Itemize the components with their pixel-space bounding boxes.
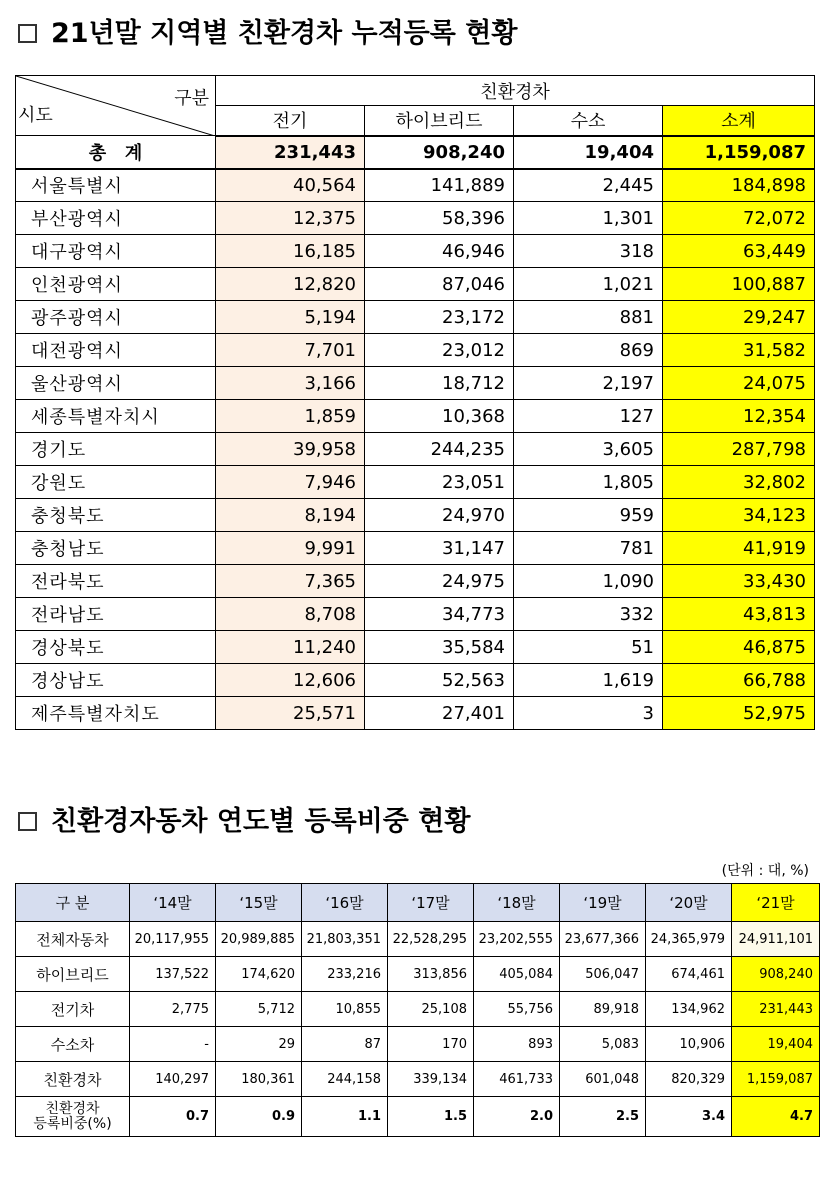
ratio-label: 친환경차 등록비중(%) <box>16 1097 130 1137</box>
year-value: 313,856 <box>388 957 474 992</box>
section2-title: 친환경자동차 연도별 등록비중 현황 <box>18 806 470 838</box>
year-value: 25,108 <box>388 992 474 1027</box>
header-sido: 시도 <box>18 105 53 126</box>
region-row <box>16 202 815 235</box>
year-header: ‘20말 <box>646 884 732 922</box>
hybrid-value: 58,396 <box>365 202 514 235</box>
year-value: 10,906 <box>646 1027 732 1062</box>
year-header: ‘16말 <box>302 884 388 922</box>
year-value: 5,712 <box>216 992 302 1027</box>
hybrid-value: 23,172 <box>365 301 514 334</box>
region-row <box>16 400 815 433</box>
hydrogen-value: 881 <box>514 301 663 334</box>
hybrid-value: 87,046 <box>365 268 514 301</box>
year-value: - <box>130 1027 216 1062</box>
region-name: 경상남도 <box>16 664 216 697</box>
electric-value: 12,820 <box>216 268 365 301</box>
electric-value: 16,185 <box>216 235 365 268</box>
header-hybrid: 하이브리드 <box>365 106 514 136</box>
region-row <box>16 334 815 367</box>
year-value: 137,522 <box>130 957 216 992</box>
total-subtotal: 1,159,087 <box>663 136 815 169</box>
year-header: ‘19말 <box>560 884 646 922</box>
year-value: 23,677,366 <box>560 922 646 957</box>
section1-title: 21년말 지역별 친환경차 누적등록 현황 <box>18 18 517 50</box>
regional-registration-table <box>15 75 815 730</box>
subtotal-value: 33,430 <box>663 565 815 598</box>
region-name: 제주특별자치도 <box>16 697 216 730</box>
region-name: 경상북도 <box>16 631 216 664</box>
year-value: 134,962 <box>646 992 732 1027</box>
ratio-value: 3.4 <box>646 1097 732 1137</box>
subtotal-value: 184,898 <box>663 169 815 202</box>
year-value: 87 <box>302 1027 388 1062</box>
year-value: 820,329 <box>646 1062 732 1097</box>
year-value: 601,048 <box>560 1062 646 1097</box>
electric-value: 9,991 <box>216 532 365 565</box>
ratio-value: 1.5 <box>388 1097 474 1137</box>
ratio-value: 2.0 <box>474 1097 560 1137</box>
subtotal-value: 100,887 <box>663 268 815 301</box>
row-label: 전체자동차 <box>16 922 130 957</box>
category-row <box>16 1027 820 1062</box>
year-value: 5,083 <box>560 1027 646 1062</box>
subtotal-value: 32,802 <box>663 466 815 499</box>
year-header: ‘15말 <box>216 884 302 922</box>
year-value: 140,297 <box>130 1062 216 1097</box>
year-value: 23,202,555 <box>474 922 560 957</box>
year-value: 2,775 <box>130 992 216 1027</box>
year-value: 893 <box>474 1027 560 1062</box>
total-label: 총 계 <box>16 136 216 169</box>
hydrogen-value: 3,605 <box>514 433 663 466</box>
ratio-value: 4.7 <box>732 1097 820 1137</box>
category-row <box>16 992 820 1027</box>
hydrogen-value: 1,805 <box>514 466 663 499</box>
electric-value: 39,958 <box>216 433 365 466</box>
year-value: 89,918 <box>560 992 646 1027</box>
subtotal-value: 72,072 <box>663 202 815 235</box>
hybrid-value: 24,975 <box>365 565 514 598</box>
hydrogen-value: 3 <box>514 697 663 730</box>
hydrogen-value: 1,090 <box>514 565 663 598</box>
year-value: 21,803,351 <box>302 922 388 957</box>
year-value: 244,158 <box>302 1062 388 1097</box>
hydrogen-value: 51 <box>514 631 663 664</box>
region-row <box>16 532 815 565</box>
electric-value: 7,946 <box>216 466 365 499</box>
ratio-value: 2.5 <box>560 1097 646 1137</box>
year-header-row <box>16 884 820 922</box>
region-row <box>16 664 815 697</box>
region-name: 전라남도 <box>16 598 216 631</box>
region-name: 인천광역시 <box>16 268 216 301</box>
hydrogen-value: 318 <box>514 235 663 268</box>
year-value: 20,989,885 <box>216 922 302 957</box>
year-value: 10,855 <box>302 992 388 1027</box>
year-value: 180,361 <box>216 1062 302 1097</box>
hydrogen-value: 2,197 <box>514 367 663 400</box>
row-label: 수소차 <box>16 1027 130 1062</box>
checkbox-square-icon <box>18 24 37 43</box>
total-electric: 231,443 <box>216 136 365 169</box>
electric-value: 11,240 <box>216 631 365 664</box>
total-hydrogen: 19,404 <box>514 136 663 169</box>
region-name: 전라북도 <box>16 565 216 598</box>
electric-value: 12,375 <box>216 202 365 235</box>
total-row <box>16 136 815 169</box>
year-value: 20,117,955 <box>130 922 216 957</box>
year-value: 170 <box>388 1027 474 1062</box>
year-value: 506,047 <box>560 957 646 992</box>
subtotal-value: 46,875 <box>663 631 815 664</box>
year-value: 461,733 <box>474 1062 560 1097</box>
region-name: 울산광역시 <box>16 367 216 400</box>
electric-value: 1,859 <box>216 400 365 433</box>
year-value: 174,620 <box>216 957 302 992</box>
year-header: ‘18말 <box>474 884 560 922</box>
hybrid-value: 23,051 <box>365 466 514 499</box>
row-label: 전기차 <box>16 992 130 1027</box>
hybrid-value: 24,970 <box>365 499 514 532</box>
hydrogen-value: 1,301 <box>514 202 663 235</box>
region-row <box>16 499 815 532</box>
hydrogen-value: 2,445 <box>514 169 663 202</box>
year-header: ‘21말 <box>732 884 820 922</box>
year-value: 55,756 <box>474 992 560 1027</box>
region-row <box>16 367 815 400</box>
year-value: 339,134 <box>388 1062 474 1097</box>
total-hybrid: 908,240 <box>365 136 514 169</box>
year-value: 674,461 <box>646 957 732 992</box>
unit-note: (단위 : 대, %) <box>721 863 809 879</box>
subtotal-value: 29,247 <box>663 301 815 334</box>
electric-value: 7,365 <box>216 565 365 598</box>
header-gubun: 구분 <box>174 88 209 109</box>
subtotal-value: 31,582 <box>663 334 815 367</box>
year-value: 405,084 <box>474 957 560 992</box>
region-row <box>16 268 815 301</box>
region-row <box>16 697 815 730</box>
ratio-value: 1.1 <box>302 1097 388 1137</box>
region-row <box>16 301 815 334</box>
region-row <box>16 169 815 202</box>
ratio-value: 0.9 <box>216 1097 302 1137</box>
hybrid-value: 10,368 <box>365 400 514 433</box>
region-row <box>16 598 815 631</box>
subtotal-value: 43,813 <box>663 598 815 631</box>
region-name: 경기도 <box>16 433 216 466</box>
hydrogen-value: 781 <box>514 532 663 565</box>
year-value: 233,216 <box>302 957 388 992</box>
checkbox-square-icon <box>18 812 37 831</box>
subtotal-value: 52,975 <box>663 697 815 730</box>
header-hydrogen: 수소 <box>514 106 663 136</box>
subtotal-value: 24,075 <box>663 367 815 400</box>
category-row <box>16 957 820 992</box>
header-electric: 전기 <box>216 106 365 136</box>
subtotal-value: 66,788 <box>663 664 815 697</box>
subtotal-value: 12,354 <box>663 400 815 433</box>
hybrid-value: 18,712 <box>365 367 514 400</box>
year-value: 1,159,087 <box>732 1062 820 1097</box>
category-row <box>16 922 820 957</box>
hydrogen-value: 869 <box>514 334 663 367</box>
year-header: ‘17말 <box>388 884 474 922</box>
region-row <box>16 433 815 466</box>
hybrid-value: 31,147 <box>365 532 514 565</box>
region-row <box>16 631 815 664</box>
electric-value: 8,194 <box>216 499 365 532</box>
hydrogen-value: 127 <box>514 400 663 433</box>
year-value: 24,911,101 <box>732 922 820 957</box>
hydrogen-value: 1,619 <box>514 664 663 697</box>
region-name: 부산광역시 <box>16 202 216 235</box>
header-gubun: 구 분 <box>16 884 130 922</box>
yearly-share-table <box>15 883 820 1137</box>
region-name: 광주광역시 <box>16 301 216 334</box>
year-value: 19,404 <box>732 1027 820 1062</box>
hybrid-value: 52,563 <box>365 664 514 697</box>
electric-value: 25,571 <box>216 697 365 730</box>
category-row <box>16 1062 820 1097</box>
hydrogen-value: 959 <box>514 499 663 532</box>
region-name: 대구광역시 <box>16 235 216 268</box>
hybrid-value: 244,235 <box>365 433 514 466</box>
electric-value: 5,194 <box>216 301 365 334</box>
subtotal-value: 34,123 <box>663 499 815 532</box>
hydrogen-value: 1,021 <box>514 268 663 301</box>
hybrid-value: 34,773 <box>365 598 514 631</box>
region-name: 강원도 <box>16 466 216 499</box>
electric-value: 7,701 <box>216 334 365 367</box>
ratio-row <box>16 1097 820 1137</box>
region-row <box>16 235 815 268</box>
ratio-value: 0.7 <box>130 1097 216 1137</box>
electric-value: 40,564 <box>216 169 365 202</box>
electric-value: 8,708 <box>216 598 365 631</box>
subtotal-value: 41,919 <box>663 532 815 565</box>
header-eco-car-group: 친환경차 <box>216 76 815 106</box>
diagonal-header-cell <box>16 76 216 136</box>
region-name: 대전광역시 <box>16 334 216 367</box>
year-value: 24,365,979 <box>646 922 732 957</box>
row-label: 하이브리드 <box>16 957 130 992</box>
year-header: ‘14말 <box>130 884 216 922</box>
year-value: 231,443 <box>732 992 820 1027</box>
row-label: 친환경차 <box>16 1062 130 1097</box>
hybrid-value: 46,946 <box>365 235 514 268</box>
year-value: 22,528,295 <box>388 922 474 957</box>
hydrogen-value: 332 <box>514 598 663 631</box>
electric-value: 3,166 <box>216 367 365 400</box>
hybrid-value: 23,012 <box>365 334 514 367</box>
hybrid-value: 141,889 <box>365 169 514 202</box>
region-name: 세종특별자치시 <box>16 400 216 433</box>
header-subtotal: 소계 <box>663 106 815 136</box>
region-row <box>16 565 815 598</box>
year-value: 908,240 <box>732 957 820 992</box>
region-name: 충청북도 <box>16 499 216 532</box>
region-name: 서울특별시 <box>16 169 216 202</box>
subtotal-value: 287,798 <box>663 433 815 466</box>
subtotal-value: 63,449 <box>663 235 815 268</box>
hybrid-value: 27,401 <box>365 697 514 730</box>
electric-value: 12,606 <box>216 664 365 697</box>
region-name: 충청남도 <box>16 532 216 565</box>
year-value: 29 <box>216 1027 302 1062</box>
hybrid-value: 35,584 <box>365 631 514 664</box>
region-row <box>16 466 815 499</box>
